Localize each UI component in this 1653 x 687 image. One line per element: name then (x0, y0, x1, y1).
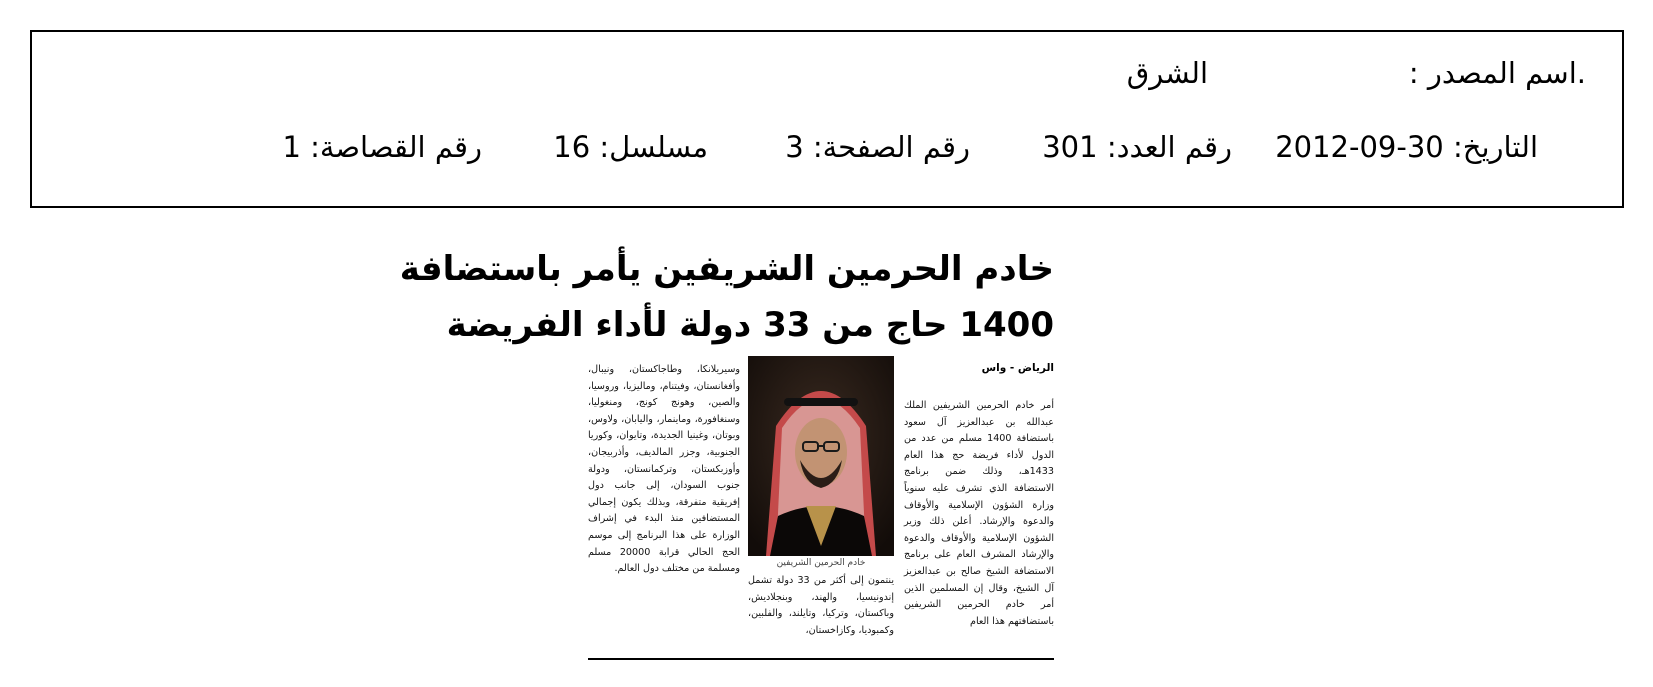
clip-label: رقم القصاصة: (310, 130, 482, 164)
newspaper-clipping (399, 240, 1054, 660)
date-value: 2012-09-30 (1275, 130, 1444, 164)
serial-label: مسلسل: (599, 130, 708, 164)
page-label: رقم الصفحة: (812, 130, 970, 164)
article-column-left: وسيريلانكا، وطاجاكستان، ونيبال، وأفغانستان، وفيتنام، وماليزيا، وروسيا، والصين، وهونج كونج، ومنغوليا، وسنغافورة، وماينمار، واليابان، ولاوس، وبوتان، وغينيا الجديدة، وتايوان، وكوريا الجنوبية، وجزر المالديف، وأذربيجان، وأوزبكستان، وتركمانستان، ودولة جنوب السودان، إلى جانب دول إفريقية متفرقة، وبذلك يكون إجمالي المستضافين منذ البدء في إشراف الوزارة على هذا البرنامج إلى موسم الحج الحالي قرابة 20000 مسلم ومسلمة من مختلف دول العالم. (588, 364, 741, 575)
article-column-middle: ينتمون إلى أكثر من 33 دولة تشمل إندونيسيا، والهند، وبنجلاديش، وباكستان، وتركيا، وتايلند، والفلبين، وكمبوديا، وكازاخستان، (748, 575, 894, 636)
issue-label: رقم العدد: (1106, 130, 1232, 164)
date-field (1275, 130, 1538, 164)
portrait-image (748, 356, 894, 556)
portrait-photo (748, 356, 894, 556)
metadata-box (30, 30, 1624, 208)
page-field (785, 130, 970, 164)
page-value: 3 (785, 130, 804, 164)
source-label: .اسم المصدر : (1408, 56, 1586, 90)
photo-caption: خادم الحرمين الشريفين (776, 558, 866, 568)
clip-value: 1 (282, 130, 301, 164)
dateline: الرياض - واس (981, 362, 1054, 374)
source-value: الشرق (1126, 56, 1208, 90)
clip-field (282, 130, 482, 164)
serial-field (553, 130, 708, 164)
headline-line-2: 1400 حاج من 33 دولة لأداء الفريضة (446, 305, 1054, 345)
bottom-rule (588, 658, 1054, 660)
date-label: التاريخ: (1452, 130, 1538, 164)
article-column-right: أمر خادم الحرمين الشريفين الملك عبدالله بن عبدالعزيز آل سعود باستضافة 1400 مسلم من عدد من الدول لأداء فريضة حج هذا العام 1433هـ، وذلك ضمن برنامج الاستضافة الذي تشرف عليه سنوياً وزارة الشؤون الإسلامية والأوقاف والدعوة والإرشاد. أعلن ذلك وزير الشؤون الإسلامية والأوقاف والدعوة والإرشاد المشرف العام على برنامج الاستضافة الشيخ صالح بن عبدالعزيز آل الشيخ، وقال إن المسلمين الذين أمر خادم الحرمين الشريفين باستضافتهم هذا العام (904, 400, 1054, 627)
issue-field (1042, 130, 1232, 164)
serial-value: 16 (553, 130, 591, 164)
headline-line-1: خادم الحرمين الشريفين يأمر باستضافة (399, 249, 1054, 289)
issue-value: 301 (1042, 130, 1098, 164)
